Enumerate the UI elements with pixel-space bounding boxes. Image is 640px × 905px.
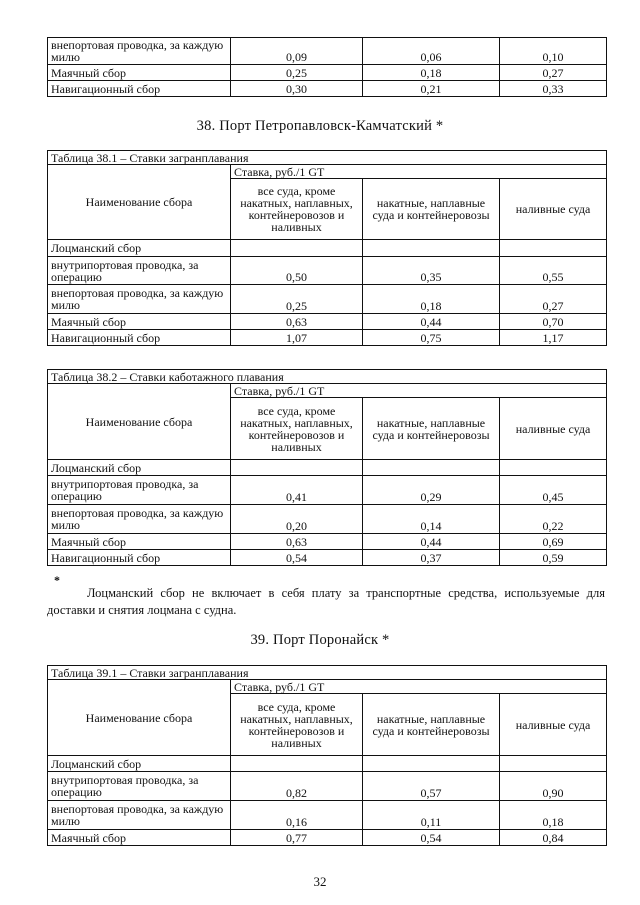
table-row (48, 314, 607, 330)
table-caption-row (48, 151, 607, 165)
table-row (48, 330, 607, 346)
table-row (48, 505, 607, 534)
fee-name: Навигационный сбор (48, 550, 231, 566)
table-row (48, 801, 607, 830)
rate-value: 0,90 (500, 772, 607, 801)
rate-value: 0,29 (363, 476, 500, 505)
rate-value: 0,45 (500, 476, 607, 505)
fee-name: Навигационный сбор (48, 330, 231, 346)
fee-name: Лоцманский сбор (48, 756, 231, 772)
rate-value: 0,35 (363, 257, 500, 285)
rate-value: 0,82 (231, 772, 363, 801)
fee-name: внепортовая проводка, за каждую милю (48, 505, 231, 534)
rate-value: 0,11 (363, 801, 500, 830)
rate-value: 0,77 (231, 830, 363, 846)
table-caption: Таблица 39.1 – Ставки загранплавания (48, 666, 607, 680)
table-header-row (48, 680, 607, 694)
table-caption-row (48, 666, 607, 680)
fee-name: внутрипортовая проводка, за операцию (48, 476, 231, 505)
table-row (48, 285, 607, 314)
column-header-roro-containers: накатные, наплавные суда и контейнеровозы (363, 179, 500, 240)
rate-value: 0,75 (363, 330, 500, 346)
table-row (48, 81, 607, 97)
column-group-header-rate: Ставка, руб./1 GT (231, 165, 607, 179)
column-header-fee-name: Наименование сбора (48, 680, 231, 756)
table-row (48, 476, 607, 505)
rate-value: 0,18 (363, 285, 500, 314)
rate-value: 0,25 (231, 65, 363, 81)
fee-name: Маячный сбор (48, 65, 231, 81)
fee-table-continued (47, 37, 607, 97)
column-header-tankers: наливные суда (500, 694, 607, 756)
table-row (48, 65, 607, 81)
fee-name: Маячный сбор (48, 534, 231, 550)
fee-name: внепортовая проводка, за каждую милю (48, 38, 231, 65)
rate-value: 1,17 (500, 330, 607, 346)
column-header-fee-name: Наименование сбора (48, 384, 231, 460)
rate-value: 0,18 (363, 65, 500, 81)
fee-name: внутрипортовая проводка, за операцию (48, 772, 231, 801)
column-header-roro-containers: накатные, наплавные суда и контейнеровозы (363, 398, 500, 460)
rate-value: 0,54 (363, 830, 500, 846)
page-number: 32 (313, 874, 327, 889)
table-row (48, 460, 607, 476)
rate-value: 0,44 (363, 534, 500, 550)
rate-value: 0,33 (500, 81, 607, 97)
rate-value: 1,07 (231, 330, 363, 346)
table-row (48, 550, 607, 566)
rate-value: 0,14 (363, 505, 500, 534)
fee-table-38-1 (47, 150, 607, 346)
fee-name: Навигационный сбор (48, 81, 231, 97)
fee-name: Маячный сбор (48, 830, 231, 846)
fee-name: внепортовая проводка, за каждую милю (48, 801, 231, 830)
rate-value: 0,18 (500, 801, 607, 830)
fee-table-39-1 (47, 665, 607, 846)
column-header-tankers: наливные суда (500, 179, 607, 240)
table-row (48, 38, 607, 65)
rate-value: 0,10 (500, 38, 607, 65)
section-heading-38: 38. Порт Петропавловск-Камчатский * (196, 118, 444, 134)
fee-name: Лоцманский сбор (48, 240, 231, 257)
rate-value: 0,25 (231, 285, 363, 314)
rate-value: 0,59 (500, 550, 607, 566)
rate-value: 0,63 (231, 534, 363, 550)
table-row (48, 240, 607, 257)
rate-value: 0,21 (363, 81, 500, 97)
table-caption-row (48, 370, 607, 384)
section-heading-39: 39. Порт Поронайск * (250, 632, 390, 648)
column-group-header-rate: Ставка, руб./1 GT (231, 384, 607, 398)
rate-value: 0,70 (500, 314, 607, 330)
fee-name: Маячный сбор (48, 314, 231, 330)
column-header-roro-containers: накатные, наплавные суда и контейнеровозы (363, 694, 500, 756)
column-header-all-vessels: все суда, кроме накатных, наплавных, контейнеровозов и наливных (231, 179, 363, 240)
rate-value: 0,55 (500, 257, 607, 285)
table-caption: Таблица 38.1 – Ставки загранплавания (48, 151, 607, 165)
fee-name: внутрипортовая проводка, за операцию (48, 257, 231, 285)
fee-name: внепортовая проводка, за каждую милю (48, 285, 231, 314)
rate-value: 0,22 (500, 505, 607, 534)
fee-table-38-2 (47, 369, 607, 566)
rate-value: 0,54 (231, 550, 363, 566)
footnote-text: Лоцманский сбор не включает в себя плату за транспортные средства, используемые для доставки и снятия лоцмана с судна. (47, 586, 605, 617)
rate-value: 0,44 (363, 314, 500, 330)
rate-value: 0,63 (231, 314, 363, 330)
table-row (48, 534, 607, 550)
column-header-all-vessels: все суда, кроме накатных, наплавных, контейнеровозов и наливных (231, 694, 363, 756)
rate-value: 0,16 (231, 801, 363, 830)
table-row (48, 830, 607, 846)
column-header-fee-name: Наименование сбора (48, 165, 231, 240)
rate-value: 0,27 (500, 285, 607, 314)
column-group-header-rate: Ставка, руб./1 GT (231, 680, 607, 694)
table-caption: Таблица 38.2 – Ставки каботажного плавания (48, 370, 607, 384)
column-header-all-vessels: все суда, кроме накатных, наплавных, контейнеровозов и наливных (231, 398, 363, 460)
rate-value: 0,57 (363, 772, 500, 801)
rate-value: 0,20 (231, 505, 363, 534)
fee-name: Лоцманский сбор (48, 460, 231, 476)
rate-value: 0,09 (231, 38, 363, 65)
table-row (48, 772, 607, 801)
table-row (48, 756, 607, 772)
rate-value: 0,27 (500, 65, 607, 81)
table-header-row (48, 384, 607, 398)
rate-value: 0,37 (363, 550, 500, 566)
table-row (48, 257, 607, 285)
rate-value: 0,69 (500, 534, 607, 550)
rate-value: 0,50 (231, 257, 363, 285)
footnote-mark: * (54, 573, 60, 587)
table-header-row (48, 165, 607, 179)
rate-value: 0,30 (231, 81, 363, 97)
rate-value: 0,06 (363, 38, 500, 65)
rate-value: 0,84 (500, 830, 607, 846)
column-header-tankers: наливные суда (500, 398, 607, 460)
rate-value: 0,41 (231, 476, 363, 505)
